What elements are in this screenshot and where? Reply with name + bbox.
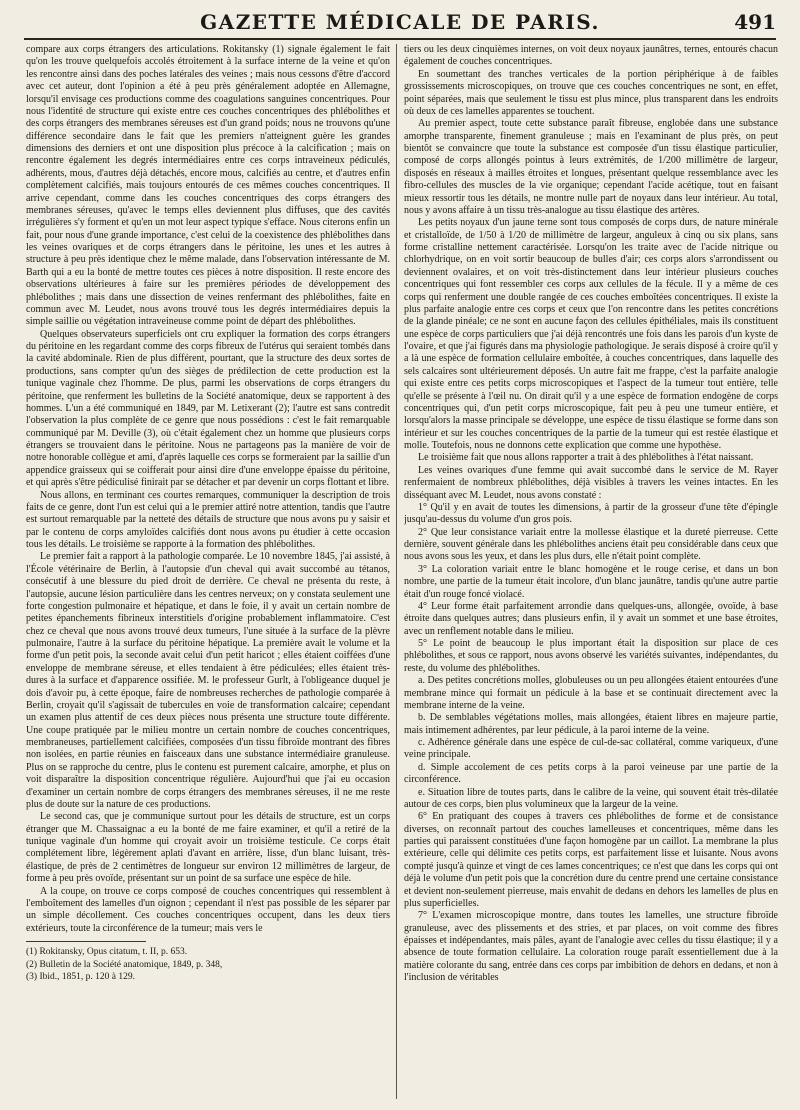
footnote: (1) Rokitansky, Opus citatum, t. II, p. 653. (26, 947, 188, 957)
paragraph: Le second cas, que je communique surtout pour les détails de structure, est un corps étranger que M. Chassaignac a eu la bonté de me faire examiner, et qu'il a retiré de la tunique vaginale d'un homme qui croyait avoir un troisième testicule. Ce corps était complétement libre, légèrement aplati d'avant en arrière, lisse, d'un blanc luisant, très-élastique, de près de 2 centimètres de longueur sur environ 12 millimètres de largeur, de forme à peu près ovoïde, présentant sur un point de sa surface une espèce de hile. (26, 811, 390, 885)
footnotes (26, 946, 390, 984)
paragraph: 5° Le point de beaucoup le plus important était la disposition sur place de ces phlébolithes, et sous ce rapport, nous avons observé les variétés suivantes, indépendantes, du reste, du volume des phlébolithes. (404, 638, 778, 674)
column-divider (396, 44, 397, 1099)
footnote: (2) Bulletin de la Société anatomique, 1849, p. 348, (26, 959, 223, 970)
paragraph: b. De semblables végétations molles, mais allongées, étaient libres en majeure partie, mais intimement adhérentes, par leur pédicule, à la paroi interne de la veine. (404, 712, 778, 736)
paragraph: c. Adhérence générale dans une espèce de cul-de-sac collatéral, comme variqueux, d'une veine principale. (404, 737, 778, 761)
paragraph: a. Des petites concrétions molles, globuleuses ou un peu allongées étaient entourées d'une membrane mince qui formait un pédicule à la base et se continuait directement avec la membrane interne de la veine. (404, 675, 778, 711)
paragraph: Nous allons, en terminant ces courtes remarques, communiquer la description de trois faits de ce genre, dont l'un est celui qui a le premier attiré notre attention, tandis que l'autre est surtout remarquable par la netteté des détails de structure que nous avons pu y saisir et par le contenu de corps amyloïdes calcifiés dont nous avons pu étudier à cette occasion tous les détails. Le troisième se rapporte à la formation des phlébolithes. (26, 489, 390, 550)
footnote: (3) Ibid., 1851, p. 120 à 129. (26, 972, 135, 982)
paragraph: 2° Que leur consistance variait entre la mollesse élastique et la dureté pierreuse. Cette dernière, souvent générale dans les phlébolithes anciens était peu considérable dans ceux que nous avons sous les yeux, et dans les plus durs, elle n'était point complète. (404, 526, 778, 563)
paragraph: compare aux corps étrangers des articulations. Rokitansky (1) signale également le fait qu'on les trouve quelquefois accolés étroitement à la surface interne de la veine et qu'on les rencontre ainsi dans des poches latérales des veines ; mais nous cessons d'être d'accord avec cet auteur, dont l'opinion a été à peu près généralement adoptée en Allemagne, lorsqu'il envisage ces productions comme des coagulations sanguines concentriques. Pour nous l'identité de structure qui existe entre ces couches concentriques des phlébolithes et des corps étrangers des membranes séreuses est d'un grand poids; nous ne trouvons qu'une différence secondaire dans le fait que les premiers n'atteignent guère les grandes dimensions des derniers et ont une disposition plus précoce à la calcification ; mais on rencontre également les degrés intermédiaires entre ces corps intraveineux pédiculés, adhérents, mous, d'autres déjà détachés, encore mous, calcifiés au centre, et d'autres enfin complètement calcifiés, mais toujours entourés de ces mêmes couches concentriques. Il arrive cependant, comme dans les couches concentriques des corps étrangers des membranes séreuses, qu'avec le temps elles deviennent plus diffuses, que des cavités irrégulières s'y forment et qu'en un mot leur aspect typique s'efface. Nous citerons enfin un fait, pour nous d'une grande importance, c'est celui de la coexistence des phlébolithes dans les veines ovariques et de corps étrangers dans le péritoine, les unes et les autres à structure à peu près identique chez le même malade, dans l'observation intéressante de M. Barth qui a eu la bonté de mettre toutes ces pièces à notre disposition. Il reste encore des observations ultérieures à faire sur les premières périodes de développement des phlébolithes ; mais dans une dissection de veines renfermant des phlébolithes, faite en commun avec M. Leudet, nous avons trouvé tous les degrés intermédiaires depuis la simple saillie ou végétation intraveineuse comme point de départ des phlébolithes. (26, 44, 390, 328)
paragraph: e. Situation libre de toutes parts, dans le calibre de la veine, qui souvent était très-dilatée autour de ces corps, bien plus volumineux que la largeur de la veine. (404, 786, 778, 810)
paragraph: En soumettant des tranches verticales de la portion périphérique à de faibles grossissements microscopiques, on trouve que ces couches concentriques ne sont, en effet, point séparées, mais que seulement le tissu est plus mince, plus transparent dans les endroits où deux de ces lamelles apparentes se touchent. (404, 68, 778, 117)
paragraph: 3° La coloration variait entre le blanc homogène et le rouge cerise, et dans un bon nombre, une partie de la tumeur était incolore, d'un blanc jaunâtre, tandis qu'une autre partie était d'un rouge foncé violacé. (404, 563, 778, 600)
footnote-divider (26, 941, 146, 942)
paragraph: d. Simple accolement de ces petits corps à la paroi veineuse par une partie de la circonférence. (404, 761, 778, 786)
paragraph: 4° Leur forme était parfaitement arrondie dans quelques-uns, allongée, ovoïde, à base étroite dans quelques autres; dans plusieurs enfin, il y avait un sommet et une base étroites, avec un renflement notable dans le milieu. (404, 600, 778, 637)
journal-title: GAZETTE MÉDICALE DE PARIS. (200, 10, 600, 34)
paragraph: Au premier aspect, toute cette substance paraît fibreuse, englobée dans une substance amorphe transparente, finement granuleuse ; mais en l'examinant de plus près, on peut bientôt se convaincre que toute la substance est composée d'un tissu élastique particulier, composé de corps allongés pointus à leurs extrémités, de 1/200 millimètre de largeur, disposés en réseaux à mailles étroites et longues, présentant quelque ressemblance avec les fibro-cellules des muscles de la vie organique; cependant l'acide acétique, tout en faisant mieux ressortir tous les détails, ne montre nulle part de noyaux dans leur intérieur. Au total, nous y avons affaire à un tissu très-analogue au tissu élastique des artères. (404, 118, 778, 216)
right-column (404, 44, 778, 1099)
left-column (26, 44, 390, 1099)
paragraph: Le troisième fait que nous allons rapporter a trait à des phlébolithes à l'état naissant. (418, 452, 754, 464)
paragraph: 1° Qu'il y en avait de toutes les dimensions, à partir de la grosseur d'une tête d'épingle jusqu'au-dessus du volume d'un gros pois. (404, 501, 778, 526)
paragraph: Le premier fait a rapport à la pathologie comparée. Le 10 novembre 1845, j'ai assisté, à l'École vétérinaire de Berlin, à l'autopsie d'un cheval qui avait succombé au tétanos, consécutif à une blessure du pied droit de derrière. Ce cheval ne présenta du reste, à l'autopsie, aucune lésion particulière dans les centres nerveux; on y constata seulement une forte congestion pulmonaire et hépatique, et dans le foie, il y avait un certain nombre de petites épanchements fibrineux interstitiels d'origine probablement inflammatoire. C'est chez ce cheval que nous avons trouvé deux tumeurs, l'une située à la surface de la plèvre pulmonaire, l'autre à la surface du péritoine hépatique. La première avait le volume et la forme d'un petit pois, la seconde avait celui d'un petit haricot ; elles étaient coiffées d'une enveloppe de membrane séreuse, et elles tendaient à être pédiculées; elles étaient très-dures à la surface et d'apparence ossifiée. M. le professeur Gurlt, à l'obligeance duquel je dois d'avoir pu, à cette époque, faire de nombreuses recherches de pathologie comparée à Berlin, croyait qu'il s'agissait de tubercules en voie de transformation calcaire; cependant un examen plus attentif de ces deux pièces nous présenta une structure toute différente. Une coupe pratiquée par le milieu montre un certain nombre de couches concentriques, membraneuses, partiellement calcifiées, composées d'un tissu fibroïde montrant des fibres non isolées, en partie réunies en faisceaux dans une substance intermédiaire granuleuse. Plus on se rapproche du centre, plus le contenu est purement calcaire, amorphe, et plus on voit disparaître la disposition concentrique régulière. Aujourd'hui que j'ai eu occasion d'examiner un certain nombre de corps étrangers des membranes séreuses, il ne me reste plus de doute sur la nature de ces productions. (26, 551, 390, 810)
paragraph: Quelques observateurs superficiels ont cru expliquer la formation des corps étrangers du péritoine en les regardant comme des corps fibreux de l'utérus qui seraient tombés dans la cavité abdominale. Rien de plus différent, pourtant, que la structure des deux sortes de productions, sans compter qu'un des sièges de prédilection de cette production est la tunique vaginale chez l'homme. De plus, parmi les observations de corps étrangers du péritoine, que renferment les bulletins de la Société anatomique, deux se rapportent à des hommes. L'un a été communiqué en 1849, par M. Letixerant (2); l'autre est sans contredit l'observation la plus complète de ce genre que nous possédions : c'est le fait remarquable communiqué par M. Deville (3), où c'était également chez un homme que plusieurs corps étrangers se trouvaient dans le péritoine. Nous ne partageons pas la manière de voir de notre honorable collègue et ami, d'après laquelle ces corps se formeraient par la saillie d'un appendice graisseux qui se coifferait pour ainsi dire d'une enveloppe épaisse du péritoine, et qui après s'être pédiculisé finirait par se détacher et par devenir un corps flottant et libre. (26, 328, 390, 489)
paragraph: tiers ou les deux cinquièmes internes, on voit deux noyaux jaunâtres, ternes, entourés chacun également de couches concentriques. (404, 44, 778, 68)
paragraph: Les veines ovariques d'une femme qui avait succombé dans le service de M. Rayer renfermaient de nombreux phlébolithes, déjà visibles à travers les veines intactes. En les disséquant avec M. Leudet, nous avons constaté : (404, 464, 778, 501)
page-number: 491 (734, 10, 776, 34)
paragraph: 7° L'examen microscopique montre, dans toutes les lamelles, une structure fibroïde granuleuse, avec des plissements et des stries, et par places, on voit comme des fibres épaisses et indépendantes, mais pâles, ayant de l'analogie avec celles du tissu élastique; il y a absence de toute formation cellulaire. La coloration rouge paraît essentiellement due à la matière colorante du sang, entrée dans ces corps par imbibition de dehors en dedans, et non à l'inclusion de véritables (404, 910, 778, 984)
paragraph: 6° En pratiquant des coupes à travers ces phlébolithes de forme et de consistance diverses, on reconnaît partout des couches lamelleuses et concentriques, même dans les parties qui paraissent constituées d'une façon homogène par un caillot. La membrane la plus extérieure, celle qui délimite ces petits corps, est parfaitement lisse et luisante. Nous avons compté jusqu'à quinze et vingt de ces lames concentriques; ce n'est que dans les corps qui ont déjà le volume d'un petit pois que la concrétion dure du centre prend une certaine consistance et devient non-seulement pierreuse, mais envahit de dedans en dehors les lamelles de plus en plus superficielles. (404, 811, 778, 909)
page-header (24, 8, 776, 40)
paragraph: Les petits noyaux d'un jaune terne sont tous composés de corps durs, de nature minérale et cristalloïde, de 1/50 à 1/20 de millimètre de largeur, anguleux à cinq ou six plans, sans forme cristalline nettement caractérisée. Lorsqu'on les traite avec de l'acide nitrique ou chlorhydrique, on en voit sortir beaucoup de bulles d'air; ces corps alors s'arrondissent ou deviennent ovalaires, et on voit très-distinctement dans leur intérieur plusieurs couches concentriques qui font ressembler ces corps aux cellules de la fécule. Il y a même de ces corps qui renferment une double rangée de ces couches emboîtées concentriques. Il existe la plus parfaite analogie entre ces corps et ceux que l'on rencontre dans les petites concrétions de la glande pinéale; ce ne sont en aucune façon des cellules épithéliales, mais ils constituent une espèce de corps particuliers que j'ai déjà rencontrés une fois dans les parois d'un kyste de l'ovaire, et que j'ai figurés dans ma physiologie pathologique. Je serais disposé à croire qu'il y a là une espèce de formation cellulaire emboîtée, à couches concentriques, dans laquelle des sels calcaires sont ultérieurement déposés. Un autre fait me frappe, c'est la parfaite analogie qui existe entre ces petits corps microscopiques et l'aspect de la tumeur tout entière, telle qu'elle se présente à l'œil nu. On dirait qu'il y a une espèce de formation endogène de corps concentriques qui, d'un petit corps microscopique, fait peu à peu une tumeur entière, et lorsqu'alors la masse principale se développe, une espèce de tissu élastique se forme dans son intérieur et sur les couches concentriques de la partie de la tumeur qui est restée élastique et molle. Toutefois, nous ne donnons cette explication que comme une hypothèse. (404, 217, 778, 451)
paragraph: A la coupe, on trouve ce corps composé de couches concentriques qui ressemblent à l'emboîtement des lamelles d'un oignon ; cependant il n'est pas possible de les séparer par un simple décollement. Ces couches concentriques occupent, dans les deux tiers extérieurs, toute la circonférence de la tumeur; mais vers le (26, 885, 390, 934)
